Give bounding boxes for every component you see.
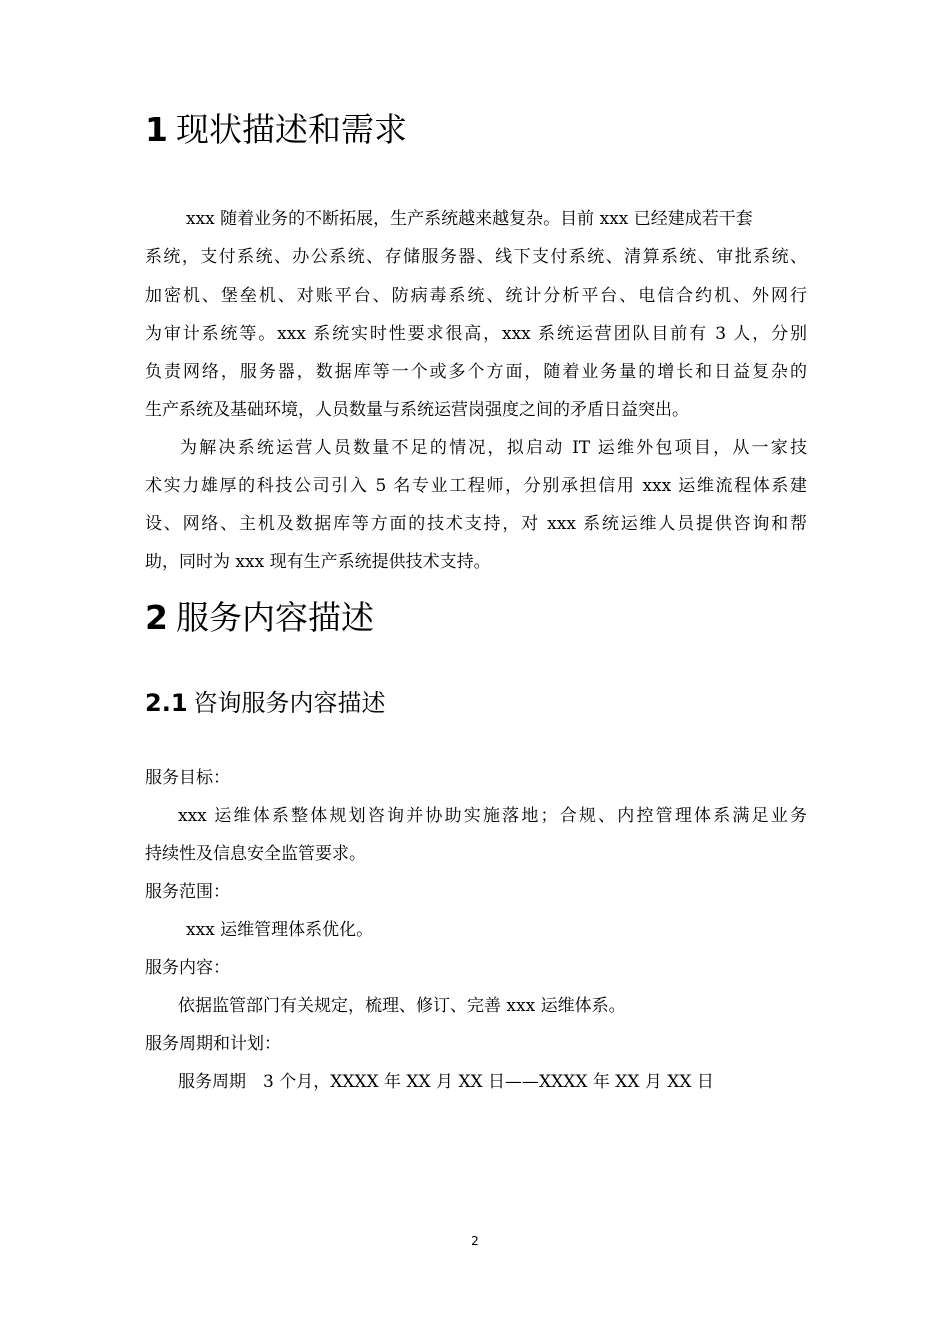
scope-text: xxx 运维管理体系优化。 xyxy=(186,920,374,940)
para1-line-1: xxx 随着业务的不断拓展，生产系统越来越复杂。目前 xxx 已经建成若干套 xyxy=(186,209,753,229)
page-number: 2 xyxy=(471,1234,479,1248)
para1-line-4: 为审计系统等。xxx 系统实时性要求很高，xxx 系统运营团队目前有 3 人，分别 xyxy=(145,324,807,344)
period-label: 服务周期和计划： xyxy=(145,1034,281,1054)
goal-label: 服务目标： xyxy=(145,768,230,788)
section-1-heading xyxy=(145,110,407,150)
para1-line-2: 系统，支付系统、办公系统、存储服务器、线下支付系统、清算系统、审批系统、 xyxy=(145,247,807,267)
goal-line-2: 持续性及信息安全监管要求。 xyxy=(145,844,366,864)
para1-line-5: 负责网络，服务器，数据库等一个或多个方面，随着业务量的增长和日益复杂的 xyxy=(145,362,807,382)
period-text: 服务周期 3 个月，XXXX 年 XX 月 XX 日——XXXX 年 XX 月 XX 日 xyxy=(178,1072,714,1092)
para2-line-3: 设、网络、主机及数据库等方面的技术支持，对 xxx 系统运维人员提供咨询和帮 xyxy=(145,514,807,534)
section-2-number: 2 xyxy=(145,598,168,637)
subsection-2-1-title: 咨询服务内容描述 xyxy=(193,689,386,717)
section-2-heading xyxy=(145,598,374,638)
para1-line-6: 生产系统及基础环境，人员数量与系统运营岗强度之间的矛盾日益突出。 xyxy=(145,400,689,420)
para2-line-4: 助，同时为 xxx 现有生产系统提供技术支持。 xyxy=(145,552,491,572)
subsection-2-1-number: 2.1 xyxy=(145,689,188,717)
scope-label: 服务范围： xyxy=(145,882,230,902)
content-label: 服务内容： xyxy=(145,958,230,978)
content-text: 依据监管部门有关规定，梳理、修订、完善 xxx 运维体系。 xyxy=(178,996,626,1016)
para1-line-3: 加密机、堡垒机、对账平台、防病毒系统、统计分析平台、电信合约机、外网行 xyxy=(145,286,807,306)
para2-line-2: 术实力雄厚的科技公司引入 5 名专业工程师，分别承担信用 xxx 运维流程体系建 xyxy=(145,476,807,496)
goal-line-1: xxx 运维体系整体规划咨询并协助实施落地；合规、内控管理体系满足业务 xyxy=(178,806,807,826)
subsection-2-1-heading xyxy=(145,688,386,718)
section-2-title: 服务内容描述 xyxy=(175,598,374,637)
section-1-title: 现状描述和需求 xyxy=(175,110,407,149)
section-1-number: 1 xyxy=(145,110,168,149)
para2-line-1: 为解决系统运营人员数量不足的情况，拟启动 IT 运维外包项目，从一家技 xyxy=(180,438,807,458)
